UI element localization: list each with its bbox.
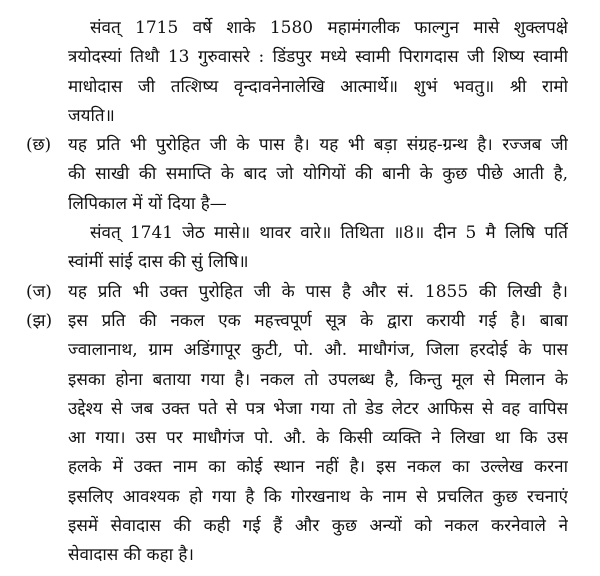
line-text: इसलिए आवश्यक हो गया है कि गोरखनाथ के नाम से प्रचलित कुछ रचनाएं	[68, 486, 568, 507]
list-item-paragraph	[0, 307, 600, 571]
text-line	[0, 73, 600, 102]
line-text: लिपिकाल में यों दिया है—	[68, 193, 227, 214]
text-line	[0, 14, 600, 43]
text-line	[0, 541, 600, 570]
text-line	[0, 248, 600, 277]
text-line	[0, 131, 600, 160]
text-line	[0, 336, 600, 365]
line-text: इसका होना बताया गया है। नकल तो उपलब्ध है, किन्तु मूल से मिलान के	[68, 369, 568, 390]
text-line	[0, 483, 600, 512]
line-text: इसमें सेवादास की कही गई हैं और कुछ अन्यों को नकल करनेवाले ने	[68, 516, 568, 537]
text-line	[0, 424, 600, 453]
line-text: की साखी की समाप्ति के बाद जो योगियों की बानी के कुछ पीछे आती है,	[68, 164, 568, 185]
line-text: माधोदास जी तत्शिष्य वृन्दावनेनालेखि आत्मार्थे॥ शुभं भवतु॥ श्री रामो	[68, 76, 568, 97]
line-text: ज्वालानाथ, ग्राम अडिंगापूर कुटी, पो. औ. माधौगंज, जिला हरदोई के पास	[68, 340, 568, 361]
text-line	[0, 366, 600, 395]
text-line	[0, 160, 600, 189]
list-item-paragraph	[0, 131, 600, 277]
line-text: हलके में उक्त नाम का कोई स्थान नहीं है। इस नकल का उल्लेख करना	[68, 457, 568, 478]
text-line	[0, 190, 600, 219]
item-label: (छ)	[26, 135, 52, 156]
line-text: आ गया। उस पर माधौगंज पो. औ. के किसी व्यक्ति ने लिखा था कि उस	[68, 428, 568, 449]
document-page	[0, 14, 600, 571]
line-text: संवत् 1715 वर्षे शाके 1580 महामंगलीक फाल्गुन मासे शुक्लपक्षे	[90, 18, 568, 38]
text-line	[0, 512, 600, 541]
quoted-colophon-paragraph	[0, 14, 600, 131]
line-text: उद्देश्य से जब उक्त पते से पत्र भेजा गया तो डेड लेटर आफिस से वह वापिस	[68, 398, 568, 419]
line-text: इस प्रति की नकल एक महत्त्वपूर्ण सूत्र के द्वारा करायी गई है। बाबा	[68, 310, 568, 331]
line-text: त्रयोदस्यां तिथौ 13 गुरुवासरे : डिंडपुर मध्ये स्वामी पिरागदास जी शिष्य स्वामी	[68, 47, 568, 68]
line-text: स्वांमीं सांई दास की सुं लिषि॥	[68, 252, 249, 273]
line-text: यह प्रति भी पुरोहित जी के पास है। यह भी बड़ा संग्रह-ग्रन्थ है। रज्जब जी	[68, 135, 568, 156]
text-line	[0, 278, 600, 307]
line-text: जयति॥	[68, 105, 115, 126]
text-line	[0, 395, 600, 424]
item-label: (झ)	[26, 310, 53, 331]
line-text: संवत् 1741 जेठ मासे॥ थावर वारे॥ तिथिता ॥8॥ दीन 5 मै लिषि पर्ति	[90, 223, 568, 244]
text-line	[0, 307, 600, 336]
line-text: यह प्रति भी उक्त पुरोहित जी के पास है और सं. 1855 की लिखी है।	[68, 281, 568, 302]
item-label: (ज)	[26, 281, 52, 302]
line-text: सेवादास की कहा है।	[68, 545, 194, 566]
text-line	[0, 219, 600, 248]
list-item-paragraph	[0, 278, 600, 307]
text-line	[0, 43, 600, 72]
text-line	[0, 453, 600, 482]
text-line	[0, 102, 600, 131]
